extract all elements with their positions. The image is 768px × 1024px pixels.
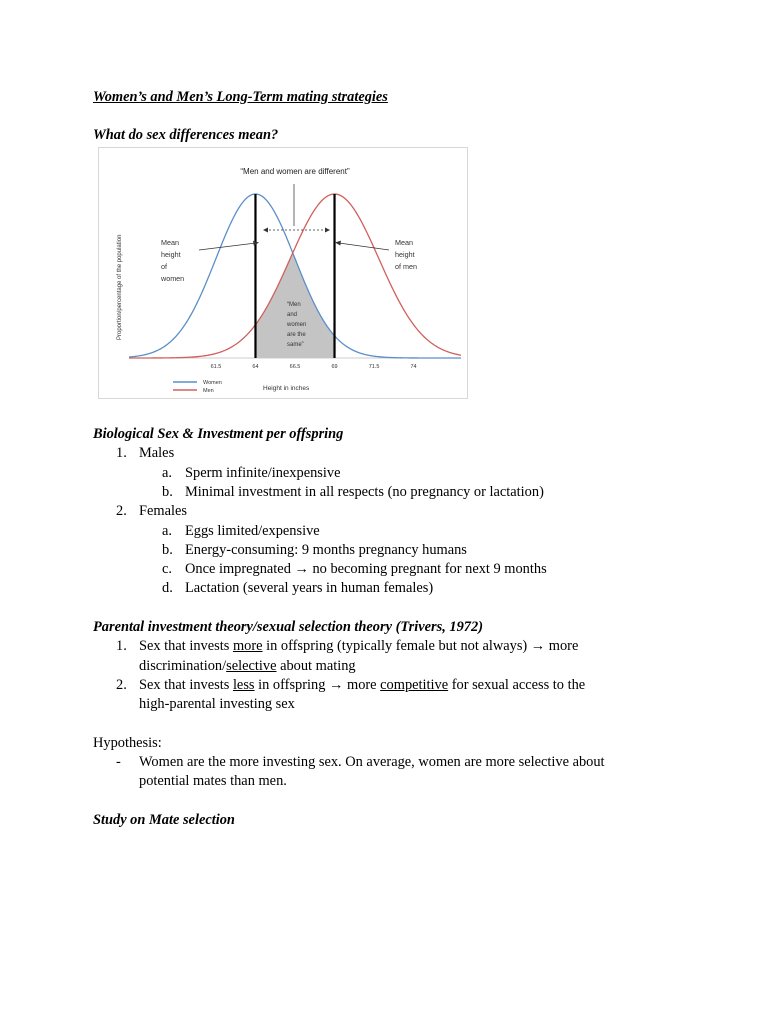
women-annotation-arrow [199,243,256,250]
men-mean-annotation: Mean height of men [395,238,417,271]
x-tick-labels [211,364,417,370]
x-tick-label: 71.5 [368,364,380,370]
legend-men-label: Men [203,388,214,394]
section-heading-parental-investment: Parental investment theory/sexual selection theory (Trivers, 1972) [93,619,483,635]
list-item: Minimal investment in all respects (no pregnancy or lactation) [185,484,544,500]
page-title: Women’s and Men’s Long-Term mating strategies [93,89,388,105]
list-item: Energy-consuming: 9 months pregnancy humans [185,542,467,558]
hypothesis-label: Hypothesis: [93,735,162,751]
x-tick-label: 74 [410,364,417,370]
bullet-dash: - [116,754,121,770]
list-item-males: Males [139,445,175,461]
list-number: 1. [116,638,127,654]
overlap-annotation: “Men and women are the same” [287,302,307,348]
figure-ylabel: Proportion/percentage of the population [117,234,123,340]
section-heading-sex-differences: What do sex differences mean? [93,127,279,143]
list-letter: b. [162,542,173,558]
x-tick-label: 61.5 [210,364,222,370]
list-item-line: discrimination/selective about mating [139,658,356,674]
legend-women-label: Women [203,380,222,386]
mean-difference-arrowhead-right [325,228,330,233]
list-item: Lactation (several years in human females) [185,580,434,596]
men-annotation-arrow [339,243,389,250]
height-distribution-chart [99,148,467,398]
list-number: 2. [116,503,127,519]
list-letter: b. [162,484,173,500]
list-letter: d. [162,580,173,596]
list-item-line: Sex that invests more in offspring (typically female but not always) → more [139,638,579,654]
list-item: Once impregnated → no becoming pregnant for next 9 months [185,561,547,577]
figure-xlabel: Height in inches [263,385,310,392]
list-item-females: Females [139,503,187,519]
section-heading-biological-sex: Biological Sex & Investment per offspring [93,426,344,442]
women-mean-annotation: Mean height of women [161,238,185,283]
mean-difference-arrowhead-left [263,228,268,233]
list-item: Eggs limited/expensive [185,523,320,539]
x-tick-label: 64 [252,364,259,370]
height-distribution-figure [98,147,468,399]
list-number: 2. [116,677,127,693]
list-letter: a. [162,523,172,539]
hypothesis-text-line: Women are the more investing sex. On average, women are more selective about [139,754,605,770]
section-heading-mate-selection: Study on Mate selection [93,812,235,828]
list-number: 1. [116,445,127,461]
list-item: Sperm infinite/inexpensive [185,465,341,481]
list-item-line: high-parental investing sex [139,696,295,712]
hypothesis-text-line: potential mates than men. [139,773,287,789]
men-annotation-arrowhead [335,241,341,246]
x-tick-label: 69 [331,364,338,370]
list-letter: a. [162,465,172,481]
list-letter: c. [162,561,172,577]
figure-title: “Men and women are different” [240,167,350,176]
list-item-line: Sex that invests less in offspring → more competitive for sexual access to the [139,677,586,693]
x-tick-label: 66.5 [289,364,301,370]
